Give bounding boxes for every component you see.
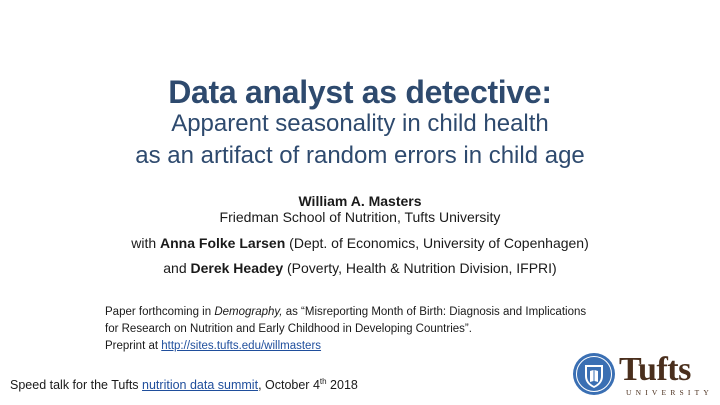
coauthor-affiliation: (Poverty, Health & Nutrition Division, IFPRI) [283, 260, 557, 276]
footer-year: 2018 [326, 378, 358, 393]
coauthor-prefix: and [163, 260, 191, 276]
paper-note-line3 [105, 340, 321, 352]
coauthor-affiliation: (Dept. of Economics, University of Copenhagen) [285, 235, 589, 251]
note-prefix: Paper forthcoming in [105, 306, 215, 318]
footer-text [10, 377, 358, 392]
footer-date: , October 4 [258, 378, 320, 393]
tufts-wordmark: Tufts [619, 351, 691, 388]
author-name: William A. Masters [298, 193, 422, 209]
paper-note-line1 [105, 306, 586, 318]
paper-note-line2: for Research on Nutrition and Early Childhood in Developing Countries”. [105, 323, 472, 335]
slide-subtitle-line1: Apparent seasonality in child health [171, 110, 549, 137]
footer-prefix: Speed talk for the Tufts [10, 378, 143, 393]
coauthor-name: Derek Headey [190, 260, 284, 276]
preprint-link[interactable]: http://sites.tufts.edu/willmasters [161, 340, 322, 352]
coauthor-line-1 [0, 235, 720, 251]
summit-link[interactable]: nutrition data summit [142, 378, 259, 393]
preprint-prefix: Preprint at [105, 340, 162, 352]
slide-subtitle-line2: as an artifact of random errors in child age [135, 142, 585, 169]
coauthor-prefix: with [131, 235, 161, 251]
footer-date-suffix: th [319, 377, 327, 386]
paper-title-part1: as “Misreporting Month of Birth: Diagnosis and Implications [282, 306, 587, 318]
slide-title: Data analyst as detective: [168, 74, 552, 110]
tufts-seal-icon [572, 352, 616, 396]
tufts-university-text: UNIVERSITY [626, 388, 713, 397]
coauthor-name: Anna Folke Larsen [160, 235, 286, 251]
coauthor-line-2 [0, 260, 720, 276]
author-affiliation: Friedman School of Nutrition, Tufts University [219, 209, 501, 225]
journal-name: Demography, [214, 306, 283, 318]
tufts-logo [572, 351, 713, 400]
